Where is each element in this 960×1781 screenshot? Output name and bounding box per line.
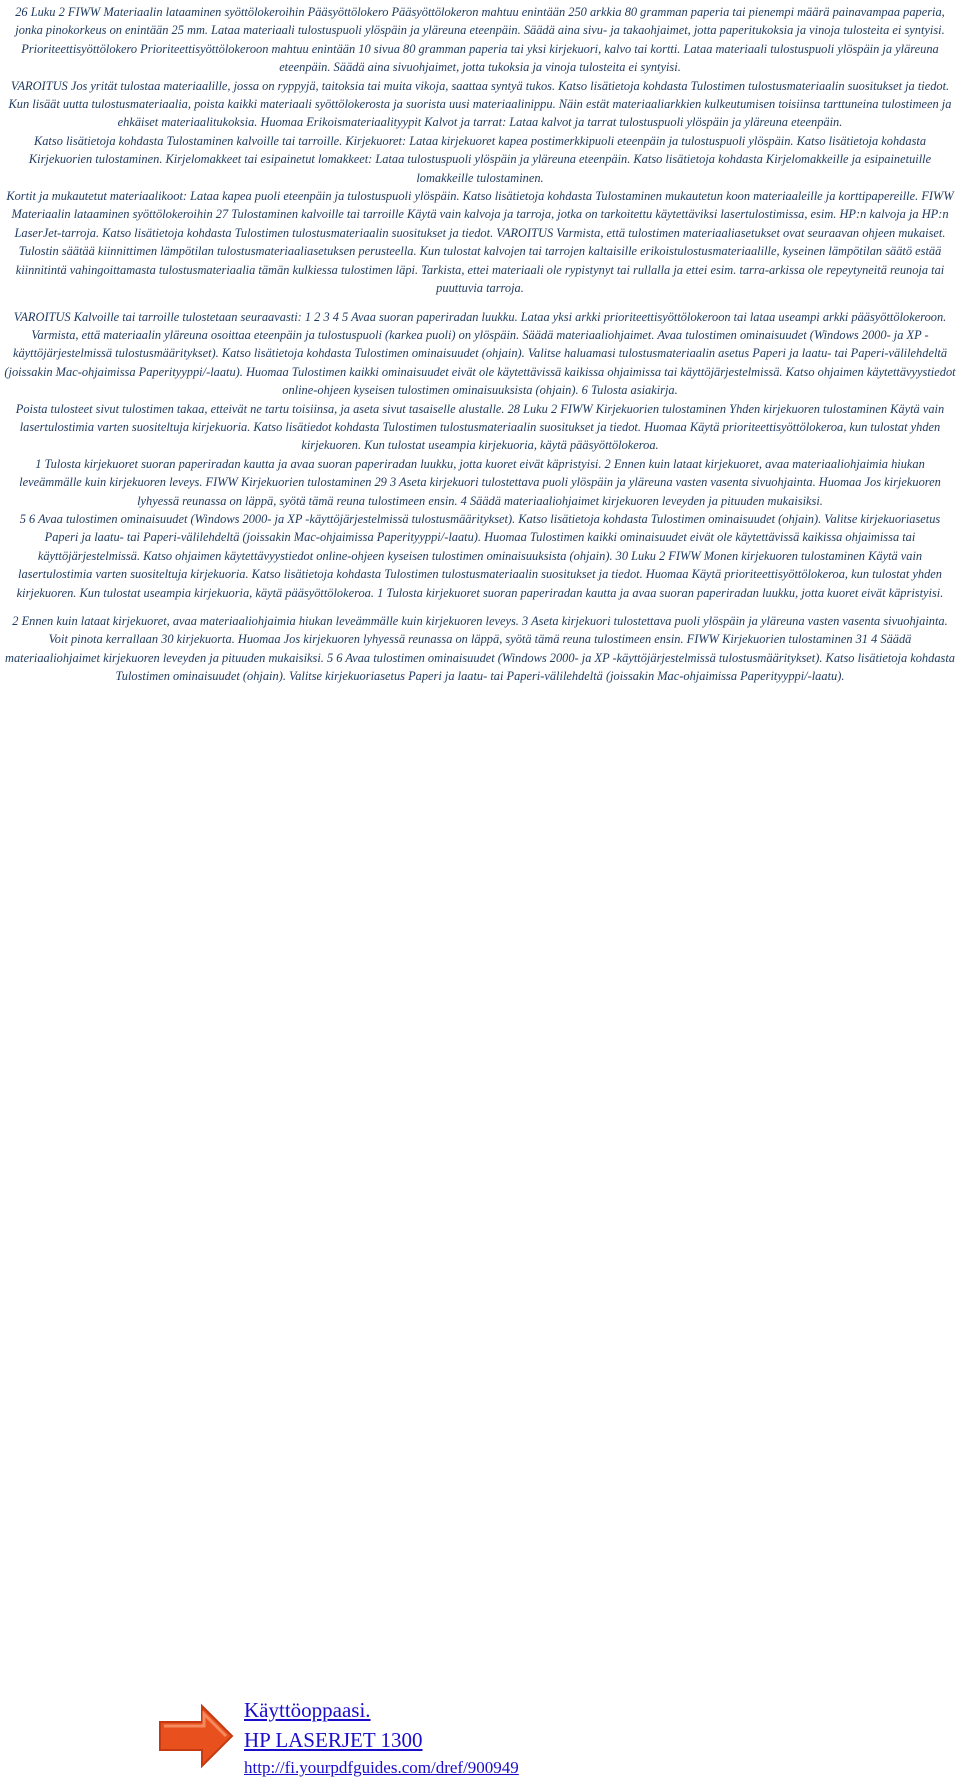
footer-links [244, 1695, 519, 1781]
red-arrow-logo-icon [156, 1700, 236, 1770]
paragraph-5: VAROITUS Kalvoille tai tarroille tulostetaan seuraavasti: 1 2 3 4 5 Avaa suoran paperiradan luukku. Lataa yksi arkki prioriteettisyöttölokeroon tai lataa useampi arkki pääsyöttölokeroon. Varmista, että materiaalin yläreuna osoittaa eteenpäin ja tulostuspuoli (karkea puoli) on ylöspäin. Säädä materiaaliohjaimet. Avaa tulostimen ominaisuudet (Windows 2000- ja XP -käyttöjärjestelmissä tulostusmääritykset). Katso lisätietoja kohdasta Tulostimen ominaisuudet (ohjain). Valitse haluamasi tulostusmateriaalin asetus Paperi ja laatu- tai Paperi-välilehdeltä (joissakin Mac-ohjaimissa Paperityyppi/-laatu). Huomaa Tulostimen kaikki ominaisuudet eivät ole käytettävissä kaikissa ohjaimissa tai käyttöjärjestelmissä. Katso ohjaimen käytettävyystiedot online-ohjeen kyseisen tulostimen ominaisuuksista (ohjain). 6 Tulosta asiakirja. [4, 309, 956, 398]
paragraph-7: 1 Tulosta kirjekuoret suoran paperiradan kautta ja avaa suoran paperiradan luukku, jotta kuoret eivät käpristyisi. 2 Ennen kuin lataat kirjekuoret, avaa materiaaliohjaimia hiukan leveämmälle kuin kirjekuoren leveys. FIWW Kirjekuorien tulostaminen 29 3 Aseta kirjekuori tulostettava puoli ylöspäin ja yläreuna vasten vasenta sivuohjainta. Huomaa Jos kirjekuoren lyhyessä reunassa on läppä, syötä tämä reuna tulostimeen ensin. 4 Säädä materiaaliohjaimet kirjekuoren leveyden ja pituuden mukaisiksi. [19, 456, 941, 508]
paragraph-6: Poista tulosteet sivut tulostimen takaa, etteivät ne tartu toisiinsa, ja aseta sivut tasaiselle alustalle. 28 Luku 2 FIWW Kirjekuorien tulostaminen Yhden kirjekuoren tulostaminen Käytä vain lasertulostimia varten suositeltuja kirjekuoria. Katso lisätiedot kohdasta Tulostimen tulostusmateriaalin suositukset ja tiedot. Huomaa Käytä prioriteettisyöttölokeroa, kun tulostat yhden kirjekuoren. Kun tulostat useampia kirjekuoria, käytä pääsyöttölokeroa. [15, 401, 945, 453]
paragraph-1: 26 Luku 2 FIWW Materiaalin lataaminen syöttölokeroihin Pääsyöttölokero Pääsyöttölokeron mahtuu enintään 250 arkkia 80 gramman paperia tai pienempi määrä painavampaa paperia, jonka pinokorkeus on enintään 25 mm. Lataa materiaali tulostuspuoli ylöspäin ja yläreuna eteenpäin. Säädä aina sivu- ja takaohjaimet, jotta paperitukoksia ja vinoja tulosteita ei syntyisi. Prioriteettisyöttölokero Prioriteettisyöttölokeroon mahtuu enintään 10 sivua 80 gramman paperia tai yksi kirjekuori, kalvo tai kortti. Lataa materiaali tulostuspuoli ylöspäin ja yläreuna eteenpäin. Säädä aina sivuohjaimet, jotta tukoksia ja vinoja tulosteita ei syntyisi. [15, 5, 945, 75]
paragraph-2: VAROITUS Jos yrität tulostaa materiaalille, jossa on ryppyjä, taitoksia tai muita vikoja, saattaa syntyä tukos. Katso lisätietoja kohdasta Tulostimen tulostusmateriaalin suositukset ja tiedot. Kun lisäät uutta tulostusmateriaalia, poista kaikki materiaali syöttölokerosta ja suorista uusi materiaalinippu. Näin estät materiaaliarkkien kulkeutumisen toisiinsa tarttuneina tulostimeen ja ehkäiset materiaalitukoksia. Huomaa Erikoismateriaalityypit Kalvot ja tarrat: Lataa kalvot ja tarrat tulostuspuoli ylöspäin ja yläreuna eteenpäin. [8, 78, 952, 130]
user-guide-link[interactable]: Käyttöoppaasi. [244, 1698, 371, 1722]
product-link[interactable]: HP LASERJET 1300 [244, 1728, 423, 1752]
paragraph-4: Kortit ja mukautetut materiaalikoot: Lataa kapea puoli eteenpäin ja tulostuspuoli ylöspäin. Katso lisätietoja kohdasta Tulostaminen mukautetun koon materiaaleille ja korttipapereille. FIWW Materiaalin lataaminen syöttölokeroihin 27 Tulostaminen kalvoille tai tarroille Käytä vain kalvoja ja tarroja, jotka on tarkoitettu käytettäviksi lasertulostimissa, esim. HP:n kalvoja ja HP:n LaserJet-tarroja. Katso lisätietoja kohdasta Tulostimen tulostusmateriaalin suositukset ja tiedot. VAROITUS Varmista, että tulostimen materiaaliasetukset ovat seuraavan ohjeen mukaiset. Tulostin säätää kiinnittimen lämpötilan tulostusmateriaaliasetuksen perusteella. Kun tulostat kalvojen tai tarrojen kaltaisille erikoistulostusmateriaalille, kyseinen lämpötilan säätö estää kiinnitintä vahingoittamasta tulostusmateriaalia tämän kulkiessa tulostimen läpi. Tarkista, ettei materiaali ole rypistynyt tai rullalla ja ettei esim. tarra-arkissa ole repeytyneitä reunoja tai puuttuvia tarroja. [6, 189, 954, 296]
paragraph-8: 5 6 Avaa tulostimen ominaisuudet (Windows 2000- ja XP -käyttöjärjestelmissä tulostusmääritykset). Katso lisätietoja kohdasta Tulostimen ominaisuudet (ohjain). Valitse kirjekuoriasetus Paperi ja laatu- tai Paperi-välilehdeltä (joissakin Mac-ohjaimissa Paperityyppi/-laatu). Huomaa Tulostimen kaikki ominaisuudet eivät ole käytettävissä kaikissa ohjaimissa tai käyttöjärjestelmissä. Katso ohjaimen käytettävyystiedot online-ohjeen kyseisen tulostimen ominaisuuksista (ohjain). 30 Luku 2 FIWW Monen kirjekuoren tulostaminen Käytä vain lasertulostimia varten suositeltuja kirjekuoria. Katso lisätietoja kohdasta Tulostimen tulostusmateriaalin suositukset ja tiedot. Huomaa Käytä prioriteettisyöttölokeroa, kun tulostat yhden kirjekuoren. Kun tulostat useampia kirjekuoria, käytä pääsyöttölokeroa. 1 Tulosta kirjekuoret suoran paperiradan kautta ja avaa suoran paperiradan luukku, jotta kuoret eivät käpristyisi. [16, 511, 944, 600]
footer [0, 845, 960, 1777]
url-link[interactable]: http://fi.yourpdfguides.com/dref/900949 [244, 1758, 519, 1777]
paragraph-3: Katso lisätietoja kohdasta Tulostaminen kalvoille tai tarroille. Kirjekuoret: Lataa kirjekuoret kapea postimerkkipuoli eteenpäin ja tulostuspuoli ylöspäin. Katso lisätietoja kohdasta Kirjekuorien tulostaminen. Kirjelomakkeet tai esipainetut lomakkeet: Lataa tulostuspuoli ylöspäin ja yläreuna eteenpäin. Katso lisätietoja kohdasta Kirjelomakkeille ja esipainetuille lomakkeille tulostaminen. [28, 133, 932, 185]
paragraph-9: 2 Ennen kuin lataat kirjekuoret, avaa materiaaliohjaimia hiukan leveämmälle kuin kirjekuoren leveys. 3 Aseta kirjekuori tulostettava puoli ylöspäin ja yläreuna vasten vasenta sivuohjainta. Voit pinota kerrallaan 30 kirjekuorta. Huomaa Jos kirjekuoren lyhyessä reunassa on läppä, syötä tämä reuna tulostimeen ensin. FIWW Kirjekuorien tulostaminen 31 4 Säädä materiaaliohjaimet kirjekuoren leveyden ja pituuden mukaisiksi. 5 6 Avaa tulostimen ominaisuudet (Windows 2000- ja XP -käyttöjärjestelmissä tulostusmääritykset). Katso lisätietoja kohdasta Tulostimen ominaisuudet (ohjain). Valitse kirjekuoriasetus Paperi ja laatu- tai Paperi-välilehdeltä (joissakin Mac-ohjaimissa Paperityyppi/-laatu). [5, 614, 955, 684]
